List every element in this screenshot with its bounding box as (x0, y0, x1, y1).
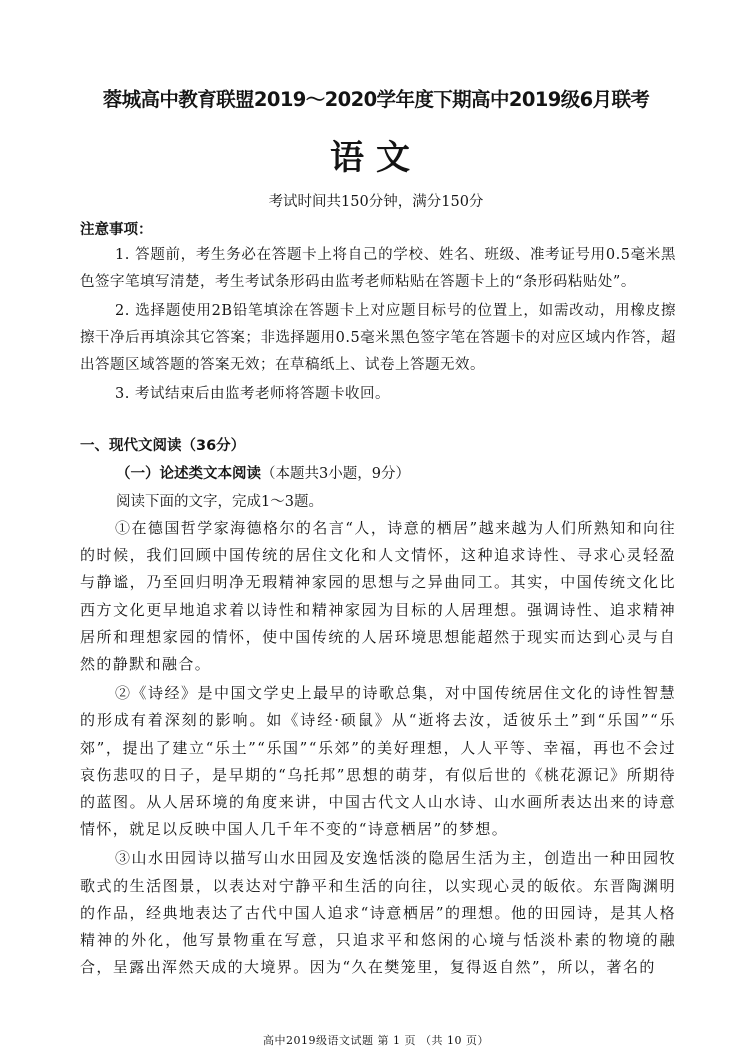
passage-paragraph: ①在德国哲学家海德格尔的名言“人，诗意的栖居”越来越为人们所熟知和向往的时候，我们回顾中国传统的居住文化和人文情怀，这种追求诗性、寻求心灵轻盈与静谧，乃至回归明净无瑕精神家园的思想与之异曲同工。其实，中国传统文化比西方文化更早地追求着以诗性和精神家园为目标的人居理想。强调诗性、追求精神居所和理想家园的情怀，使中国传统的人居环境思想能超然于现实而达到心灵与自然的静默和融合。 (80, 519, 676, 674)
notes-heading: 注意事项： (80, 222, 153, 238)
reading-instruction: 阅读下面的文字，完成1～3题。 (116, 494, 323, 510)
note-item: 3. 考试结束后由监考老师将答题卡收回。 (115, 386, 390, 402)
section-heading: 一、现代文阅读（36分） (80, 438, 246, 454)
passage-paragraph: ②《诗经》是中国文学史上最早的诗歌总集，对中国传统居住文化的诗性智慧的形成有着深刻的影响。如《诗经·硕鼠》从“逝将去汝，适彼乐土”到“乐国”“乐郊”，提出了建立“乐土”“乐国”“乐郊”的美好理想，人人平等、幸福，再也不会过哀伤悲叹的日子，是早期的“乌托邦”思想的萌芽，有似后世的《桃花源记》所期待的蓝图。从人居环境的角度来讲，中国古代文人山水诗、山水画所表达出来的诗意情怀，就足以反映中国人几千年不变的“诗意栖居”的梦想。 (80, 684, 676, 839)
notes-list (80, 242, 676, 410)
page-footer: 高中2019级语文试题 第 1 页 （共 10 页） (263, 1034, 489, 1047)
reading-passage (80, 515, 676, 983)
note-item: 2. 选择题使用2B铅笔填涂在答题卡上对应题目标号的位置上，如需改动，用橡皮擦擦干净后再填涂其它答案；非选择题用0.5毫米黑色签字笔在答题卡的对应区域内作答，超出答题区域答题的答案无效；在草稿纸上、试卷上答题无效。 (80, 303, 676, 373)
exam-title: 蓉城高中教育联盟2019～2020学年度下期高中2019级6月联考 (102, 88, 650, 111)
subject-title: 语文 (330, 138, 422, 178)
sub-section-note: （本题共3小题，9分） (261, 466, 410, 482)
note-item: 1. 答题前，考生务必在答题卡上将自己的学校、姓名、班级、准考证号用0.5毫米黑色签字笔填写清楚，考生考试条形码由监考老师粘贴在答题卡上的“条形码粘贴处”。 (80, 247, 676, 290)
passage-paragraph: ③山水田园诗以描写山水田园及安逸恬淡的隐居生活为主，创造出一种田园牧歌式的生活图景，以表达对宁静平和生活的向往，以实现心灵的皈依。东晋陶渊明的作品，经典地表达了古代中国人追求“诗意栖居”的理想。他的田园诗，是其人格精神的外化，他写景物重在写意，只追求平和悠闲的心境与恬淡朴素的物境的融合，呈露出浑然天成的大境界。因为“久在樊笼里，复得返自然”，所以，著名的 (80, 849, 676, 977)
exam-info: 考试时间共150分钟，满分150分 (268, 194, 484, 210)
sub-section-title: （一）论述类文本阅读 (116, 466, 261, 482)
sub-section-heading (116, 462, 410, 483)
